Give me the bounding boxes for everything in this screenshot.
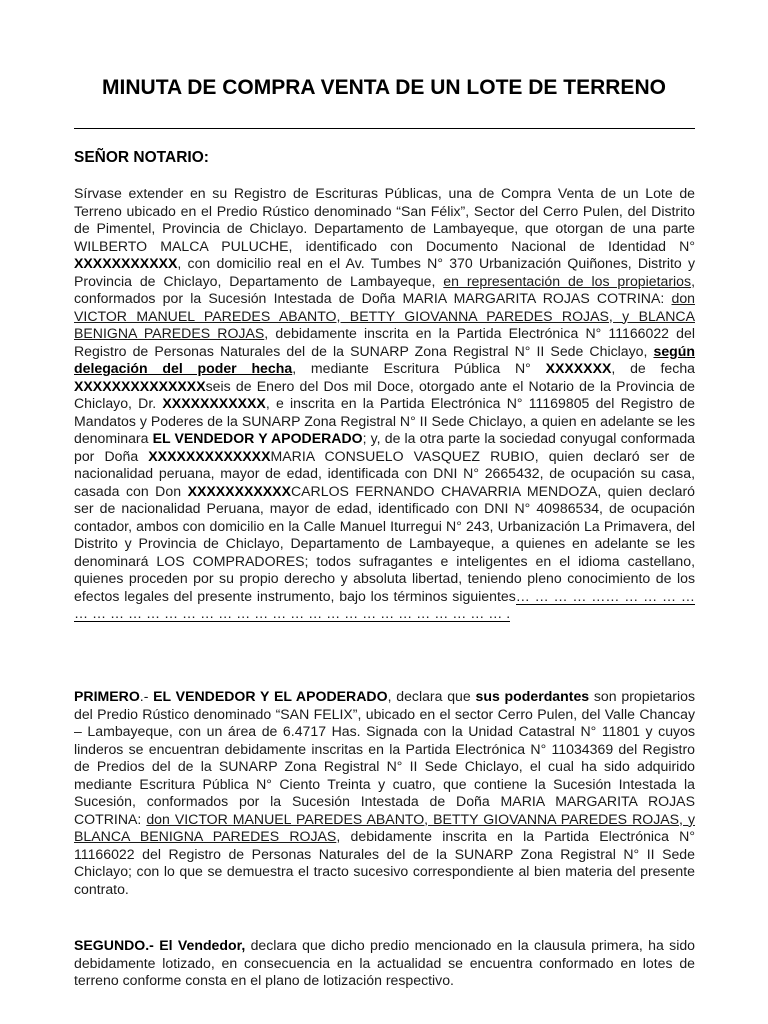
text-run: , de fecha <box>611 360 695 376</box>
heirs-names: don VICTOR MANUEL PAREDES ABANTO, BETTY GIOVANNA PAREDES ROJAS, y BLANCA BENIGNA PAREDES ROJAS <box>74 810 695 844</box>
redacted-buyer-2: XXXXXXXXXXX <box>187 482 291 499</box>
redacted-notary: XXXXXXXXXXX <box>162 395 266 411</box>
clause-heading: SEGUNDO.- El Vendedor, <box>74 937 246 953</box>
text-run: seis de Enero del Dos mil Doce, otorgado ante el Notario de la Provincia de Chiclayo, Dr. <box>74 377 695 411</box>
clause-primero <box>74 688 695 898</box>
seller-designation: EL VENDEDOR Y EL APODERADO <box>153 688 388 704</box>
redacted-date: XXXXXXXXXXXXXX <box>74 377 206 394</box>
text-run: , mediante Escritura Pública N° <box>292 360 546 376</box>
title-divider <box>74 128 695 129</box>
seller-designation: EL VENDEDOR Y APODERADO <box>152 430 363 446</box>
paragraph-intro <box>74 185 695 623</box>
text-run: MARIA CONSUELO VASQUEZ RUBIO, quien declaró ser de nacionalidad peruana, mayor de edad, identificada con DNI N° 2665432, de ocupación su casa, casada con Don <box>74 447 695 499</box>
text-run: , conformados por la Sucesión Intestada de Doña MARIA MARGARITA ROJAS COTRINA: <box>74 272 695 306</box>
document-title: MINUTA DE COMPRA VENTA DE UN LOTE DE TERRENO <box>102 76 666 99</box>
principals-phrase: sus poderdantes <box>475 688 590 704</box>
redacted-dni: XXXXXXXXXXX <box>74 255 178 271</box>
text-run: , declara que <box>387 688 476 704</box>
text-run: , debidamente inscrita en la Partida Electrónica N° 11166022 del Registro de Personas Naturales del de la SUNARP Zona Registral N° II Sede Chiclayo; con lo que se demuestra el tracto sucesivo correspondiente al bien materia del presente contrato. <box>74 828 696 897</box>
clause-segundo <box>74 937 695 990</box>
clause-heading: PRIMERO <box>74 688 140 704</box>
delegation-phrase: según delegación del poder hecha <box>74 342 695 376</box>
text-run: Sírvase extender en su Registro de Escrituras Públicas, una de Compra Venta de un Lote de Terreno ubicado en el Predio Rústico denominado “San Félix”, Sector del Cerro Pulen, del Distrito de Pimentel, Provincia de Chiclayo. Departamento de Lambayeque, que otorgan de una parte WILBERTO MALCA PULUCHE, identificado con Documento Nacional de Identidad N° <box>74 185 695 254</box>
text-run: , con domicilio real en el Av. Tumbes N° 370 Urbanización Quiñones, Distrito y Provincia de Chiclayo, Departamento de Lambayeque, <box>74 255 695 289</box>
dotted-leader: … … … … …… … … … … … … … … … … … … … … … … … … … … … … … … … … … … . <box>74 587 695 621</box>
text-run: , e inscrita en la Partida Electrónica N° 11169805 del Registro de Mandatos y Poderes de la SUNARP Zona Registral N° II Sede Chiclayo, a quien en adelante se les denominara <box>74 395 695 446</box>
heirs-names: don VICTOR MANUEL PAREDES ABANTO, BETTY GIOVANNA PAREDES ROJAS, y BLANCA BENIGNA PAREDES ROJAS <box>74 290 695 341</box>
text-run: , debidamente inscrita en la Partida Electrónica N° 11166022 del Registro de Personas Naturales del de la SUNARP Zona Registral N° II Sede Chiclayo, <box>74 325 695 359</box>
text-run: declara que dicho predio mencionado en la clausula primera, ha sido debidamente lotizado, en consecuencia en la actualidad se encuentra conformado en lotes de terreno conforme consta en el plano de lotización respectivo. <box>74 937 695 988</box>
text-run: CARLOS FERNANDO CHAVARRIA MENDOZA, quien declaró ser de nacionalidad Peruana, mayor de edad, identificado con DNI N° 40986534, de ocupación contador, ambos con domicilio en la Calle Manuel Iturregui N° 243, Urbanización La Primavera, del Distrito y Provincia de Chiclayo, Departamento de Lambayeque, a quienes en adelante se les denominará LOS COMPRADORES; todos sufragantes e inteligentes en el idioma castellano, quienes proceden por su propio derecho y absoluta libertad, teniendo pleno conocimiento de los efectos legales del presente instrumento, bajo los términos siguientes <box>74 482 696 604</box>
text-run: son propietarios del Predio Rústico denominado “SAN FELIX”, ubicado en el sector Cerro Pulen, del Valle Chancay – Lambayeque, con un área de 6.4717 Has. Signada con la Unidad Catastral N° 11801 y cuyos linderos se encuentran debidamente inscritas en la Partida Electrónica N° 11034369 del Registro de Predios del de la SUNARP Zona Registral N° II Sede Chiclayo, el cual ha sido adquirido mediante Escritura Pública N° Ciento Treinta y cuatro, que contiene la Sucesión Intestada la Sucesión, conformados por la Sucesión Intestada de Doña MARIA MARGARITA ROJAS COTRINA: <box>74 688 696 827</box>
text-run: .- <box>139 688 154 704</box>
salutation: SEÑOR NOTARIO: <box>74 149 209 166</box>
text-run: ; y, de la otra parte la sociedad conyugal conformada por Doña <box>74 430 695 464</box>
redacted-buyer-1: XXXXXXXXXXXXX <box>148 447 271 464</box>
underlined-text: en representación de los propietarios <box>443 272 692 289</box>
redacted-deed-number: XXXXXXX <box>545 360 612 376</box>
